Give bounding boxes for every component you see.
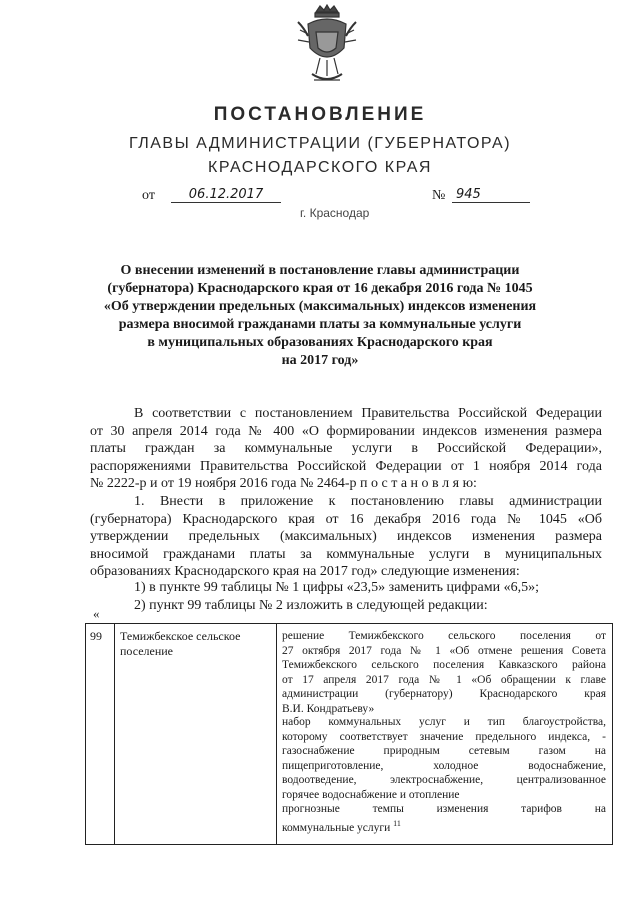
paragraph-line: 1. Внести в приложение к постановлению главы администрации	[134, 494, 602, 509]
amendment-item: 2) пункт 99 таблицы № 2 изложить в следующей редакции:	[134, 597, 488, 613]
amendments-list	[90, 579, 602, 614]
detail-text: коммунальные услуги	[282, 821, 391, 834]
decision-block	[282, 629, 606, 717]
detail-line: от 17 апреля 2017 года № 1 «Об обращении к главе	[282, 673, 606, 686]
region-heading: КРАСНОДАРСКОГО КРАЯ	[208, 159, 432, 176]
table-cell-number	[86, 624, 115, 844]
row-number: 99	[90, 629, 102, 643]
amended-table	[85, 623, 613, 845]
paragraph-line: от 30 апреля 2014 года № 400 «О формировании индексов изменения размера	[90, 423, 602, 439]
paragraph-line: распоряжениями Правительства Российской Федерации от 1 ноября 2014 года	[90, 458, 602, 474]
detail-line: пищеприготовление, холодное водоснабжение,	[282, 759, 606, 772]
paragraph-line: (губернатора) Краснодарского края от 16 декабря 2016 года № 1045 «Об	[90, 511, 602, 527]
paragraph-line: № 2222-р и от 19 ноября 2016 года № 2464-р п о с т а н о в л я ю:	[90, 476, 477, 492]
settlement-line: поселение	[120, 644, 174, 658]
city-label: г. Краснодар	[300, 206, 370, 220]
clause-1-paragraph	[90, 493, 602, 581]
paragraph-line: вносимой гражданами платы за коммунальные услуги в муниципальных	[90, 546, 602, 562]
detail-line: газоснабжение природным сетевым газом на	[282, 745, 606, 758]
table-cell-details	[276, 624, 612, 844]
document-type-heading: ПОСТАНОВЛЕНИЕ	[213, 104, 427, 125]
coat-of-arms-icon	[294, 4, 360, 88]
title-line: в муниципальных образованиях Краснодарского края	[147, 335, 493, 350]
tariffs-block	[282, 802, 606, 835]
detail-line: В.И. Кондратьеву»	[282, 702, 375, 715]
document-date: 06.12.2017	[171, 187, 281, 203]
settlement-name	[120, 629, 240, 659]
detail-line: Темижбекского сельского поселения Кавказского района	[282, 659, 606, 672]
document-number: 945	[452, 187, 530, 203]
paragraph-line: утверждении предельных (максимальных) индексов изменения размера	[90, 529, 602, 545]
title-line: «Об утверждении предельных (максимальных) индексов изменения	[103, 299, 537, 314]
detail-line: набор коммунальных услуг и тип благоустройства,	[282, 716, 606, 728]
paragraph-line: платы граждан за коммунальные услуги в Российской Федерации»,	[90, 441, 602, 457]
opening-quote: «	[93, 606, 100, 621]
title-line: (губернатора) Краснодарского края от 16 декабря 2016 года № 1045	[107, 281, 533, 296]
detail-line: горячее водоснабжение и отопление	[282, 788, 460, 801]
preamble-paragraph	[90, 405, 602, 493]
detail-line: администрации (губернатору) Краснодарского края	[282, 688, 606, 701]
paragraph-line: образованиях Краснодарского края на 2017 год» следующие изменения:	[90, 564, 520, 580]
issuer-heading: ГЛАВЫ АДМИНИСТРАЦИИ (ГУБЕРНАТОРА)	[128, 135, 512, 152]
detail-line: которому соответствует значение предельного индекса, -	[282, 730, 606, 743]
detail-line: прогнозные темпы изменения тарифов на	[282, 803, 606, 815]
title-line: О внесении изменений в постановление главы администрации	[120, 263, 520, 278]
detail-line: водоотведение, электроснабжение, централизованное	[282, 774, 606, 787]
date-prefix: от	[142, 188, 155, 203]
document-title	[0, 262, 640, 370]
detail-line: 27 октября 2017 года № 1 «Об отмене решения Совета	[282, 644, 606, 657]
footnote-marker: 11	[393, 818, 401, 828]
title-line: на 2017 год»	[281, 353, 359, 368]
detail-line	[282, 817, 606, 835]
settlement-line: Темижбекское сельское	[120, 629, 241, 643]
amendment-item: 1) в пункте 99 таблицы № 1 цифры «23,5» заменить цифрами «6,5»;	[134, 580, 539, 595]
table-cell-settlement	[114, 624, 277, 844]
detail-line: решение Темижбекского сельского поселения от	[282, 630, 606, 642]
services-block	[282, 715, 606, 803]
number-prefix: №	[432, 188, 446, 203]
title-line: размера вносимой гражданами платы за коммунальные услуги	[118, 317, 522, 332]
paragraph-line: В соответствии с постановлением Правительства Российской Федерации	[134, 406, 602, 421]
